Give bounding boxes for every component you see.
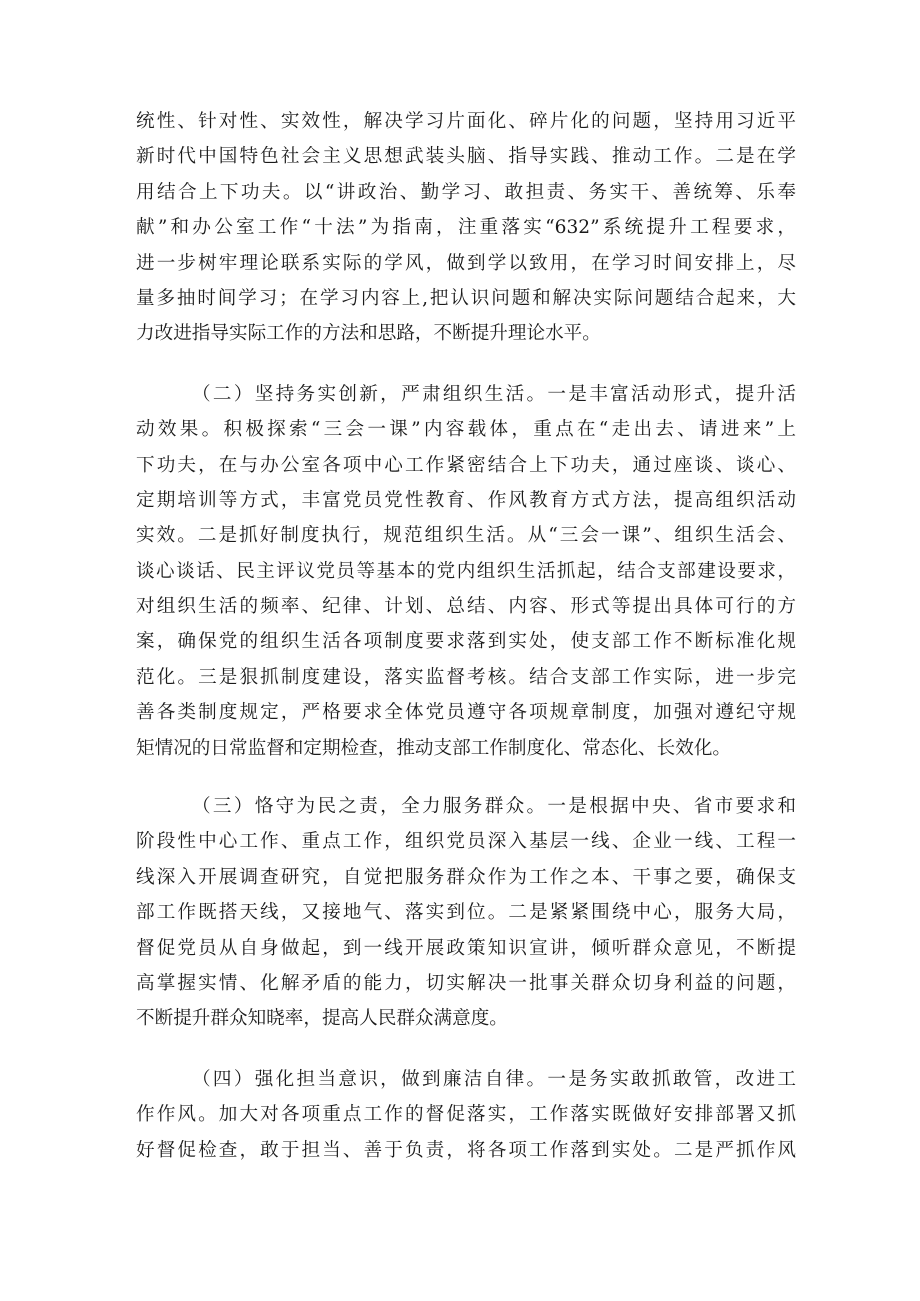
paragraph-study <box>136 104 796 352</box>
paragraph-line: 实效。二是抓好制度执行，规范组织生活。从“三会一课”、组织生活会、 <box>136 525 796 547</box>
paragraph-line: 力改进指导实际工作的方法和思路，不断提升理论水平。 <box>136 323 601 345</box>
paragraph-line: 部工作既搭天线，又接地气、落实到位。二是紧紧围绕中心，服务大局， <box>136 902 796 924</box>
paragraph-spacer <box>136 352 796 377</box>
paragraph-line: 量多抽时间学习；在学习内容上,把认识问题和解决实际问题结合起来，大 <box>136 287 796 309</box>
paragraph-organization-life <box>136 377 796 766</box>
paragraph-spacer <box>136 766 796 789</box>
paragraph-line: 督促党员从自身做起，到一线开展政策知识宣讲，倾听群众意见，不断提 <box>136 937 796 959</box>
paragraph-line: 不断提升群众知晓率，提高人民群众满意度。 <box>136 1008 508 1030</box>
paragraph-line: 对组织生活的频率、纪律、计划、总结、内容、形式等提出具体可行的方 <box>136 596 796 618</box>
paragraph-line: 善各类制度规定，严格要求全体党员遵守各项规章制度，加强对遵纪守规 <box>136 702 796 724</box>
paragraph-line: 下功夫，在与办公室各项中心工作紧密结合上下功夫，通过座谈、谈心、 <box>136 454 796 476</box>
paragraph-line: 线深入开展调查研究，自觉把服务群众作为工作之本、干事之要，确保支 <box>136 866 796 888</box>
paragraph-line: 动效果。积极探索“三会一课”内容载体，重点在“走出去、请进来”上 <box>136 419 796 441</box>
paragraph-spacer <box>136 1037 796 1062</box>
document-body <box>136 104 796 1168</box>
paragraph-integrity <box>136 1062 796 1168</box>
paragraph-line: 矩情况的日常监督和定期检查，推动支部工作制度化、常态化、长效化。 <box>136 737 732 759</box>
paragraph-line: 阶段性中心工作、重点工作，组织党员深入基层一线、企业一线、工程一 <box>136 831 796 853</box>
paragraph-heading-line: （四）强化担当意识，做到廉洁自律。一是务实敢抓敢管，改进工 <box>192 1068 796 1090</box>
paragraph-heading-line: （三）恪守为民之责，全力服务群众。一是根据中央、省市要求和 <box>192 796 796 818</box>
paragraph-line: 进一步树牢理论联系实际的学风，做到学以致用，在学习时间安排上，尽 <box>136 252 796 274</box>
paragraph-serve-masses <box>136 789 796 1037</box>
paragraph-line: 作作风。加大对各项重点工作的督促落实，工作落实既做好安排部署又抓 <box>136 1104 796 1126</box>
paragraph-line: 范化。三是狠抓制度建设，落实监督考核。结合支部工作实际，进一步完 <box>136 666 796 688</box>
paragraph-line: 献”和办公室工作“十法”为指南，注重落实“632”系统提升工程要求， <box>136 217 796 239</box>
paragraph-line: 谈心谈话、民主评议党员等基本的党内组织生活抓起，结合支部建设要求， <box>136 560 796 582</box>
paragraph-line: 案，确保党的组织生活各项制度要求落到实处，使支部工作不断标准化规 <box>136 631 796 653</box>
paragraph-line: 高掌握实情、化解矛盾的能力，切实解决一批事关群众切身利益的问题， <box>136 972 796 994</box>
paragraph-line: 统性、针对性、实效性，解决学习片面化、碎片化的问题，坚持用习近平 <box>136 111 796 132</box>
paragraph-line: 好督促检查，敢于担当、善于负责，将各项工作落到实处。二是严抓作风 <box>136 1139 796 1161</box>
paragraph-line: 用结合上下功夫。以“讲政治、勤学习、敢担责、务实干、善统筹、乐奉 <box>136 181 796 203</box>
paragraph-line: 新时代中国特色社会主义思想武装头脑、指导实践、推动工作。二是在学 <box>136 146 796 168</box>
paragraph-heading-line: （二）坚持务实创新，严肃组织生活。一是丰富活动形式，提升活 <box>192 383 796 405</box>
paragraph-line: 定期培训等方式，丰富党员党性教育、作风教育方式方法，提高组织活动 <box>136 489 796 511</box>
